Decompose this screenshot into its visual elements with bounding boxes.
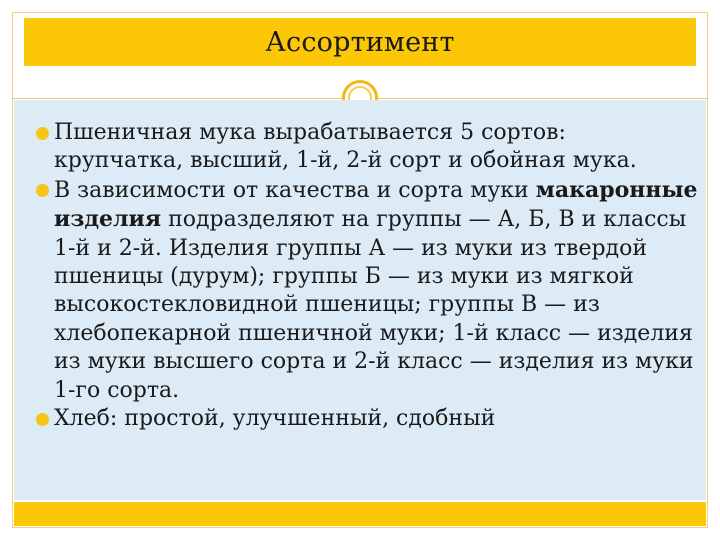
bottom-bar xyxy=(14,502,706,526)
bullet-text-start: В зависимости от качества и сорта муки xyxy=(54,177,536,203)
bullet-dot-icon xyxy=(36,184,49,197)
content-panel xyxy=(14,100,706,500)
bullet-item xyxy=(36,119,698,176)
bullet-item xyxy=(36,176,698,405)
bullet-text: Пшеничная мука вырабатывается 5 сортов: крупчатка, высший, 1-й, 2-й сорт и обойная мука. xyxy=(54,120,637,174)
bullet-dot-icon xyxy=(36,413,49,426)
bullet-text-rest: подразделяют на группы — А, Б, В и классы 1-й и 2-й. Изделия группы А — из муки из твердой пшеницы (дурум); группы Б — из муки из мягкой высокостекловидной пшеницы; группы В — из хлебопекарной пшеничной муки; 1-й класс — изделия из муки высшего сорта и 2-й класс — изделия из муки 1-го сорта. xyxy=(54,207,694,403)
bullet-bold-term: макаронные изделия xyxy=(54,176,698,233)
bullet-list xyxy=(36,119,698,433)
slide-title: Ассортимент xyxy=(265,26,455,58)
bullet-text: Хлеб: простой, улучшенный, сдобный xyxy=(54,406,496,432)
title-bar xyxy=(24,18,696,66)
bullet-item xyxy=(36,405,698,433)
bullet-dot-icon xyxy=(36,127,49,140)
